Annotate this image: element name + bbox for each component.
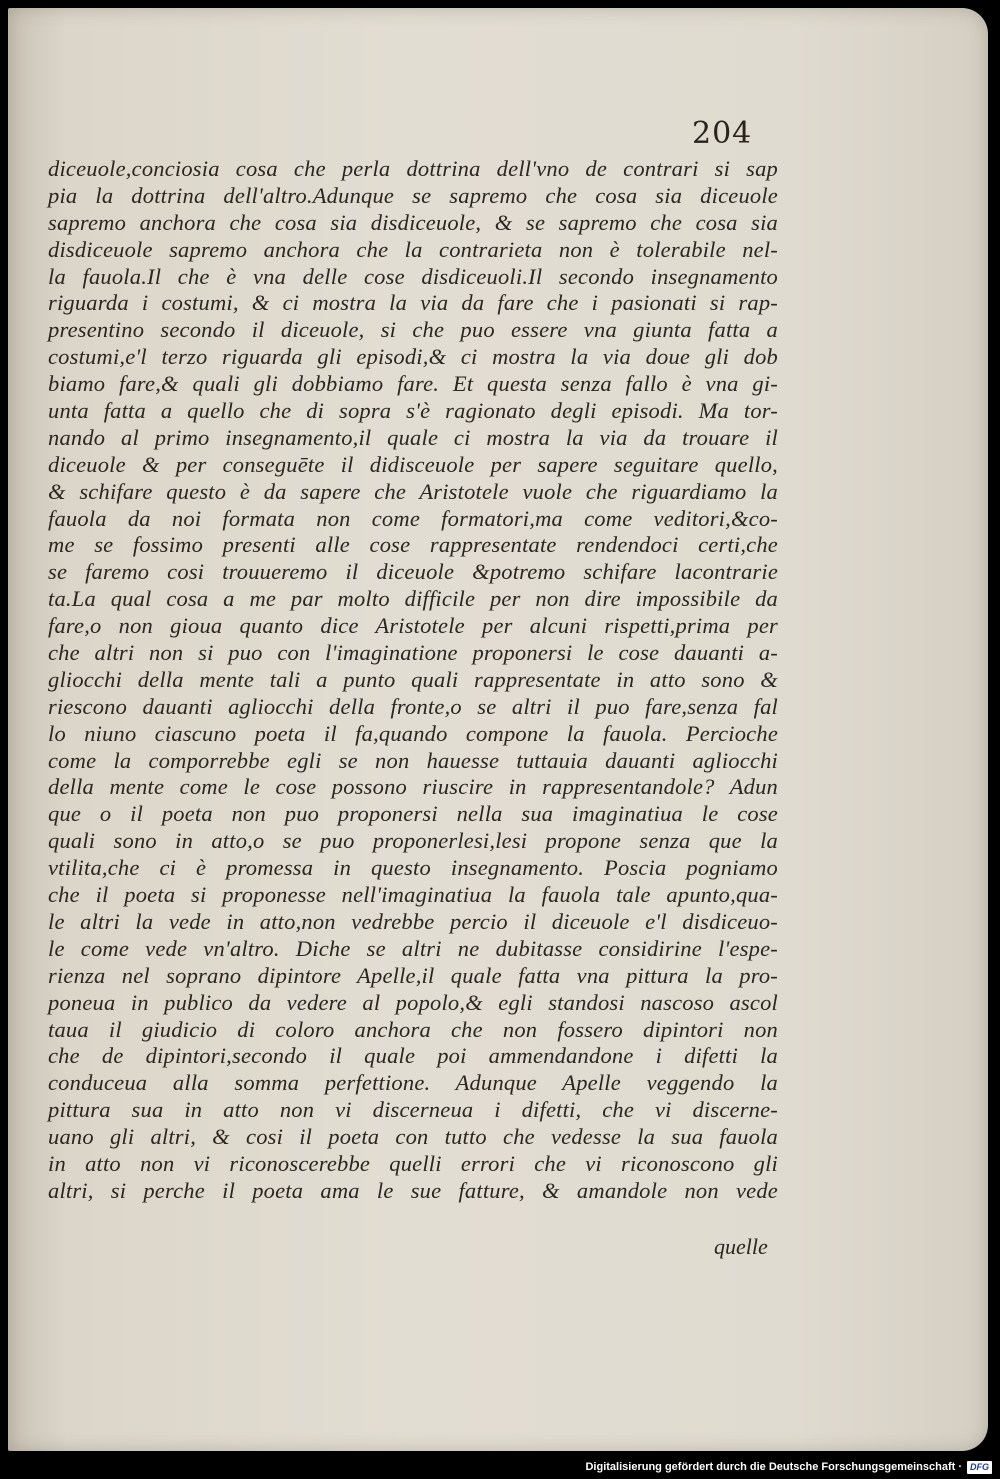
funding-credit: Digitalisierung gefördert durch die Deutsche Forschungsgemeinschaft · — [585, 1461, 962, 1473]
text-line: biamo fare,& quali gli dobbiamo fare. Et questa senza fallo è vna gi- — [48, 371, 778, 397]
page-number: 204 — [692, 116, 753, 151]
text-line: me se fossimo presenti alle cose rappresentate rendendoci certi,che — [48, 532, 778, 558]
text-line: le altri la vede in atto,non vedrebbe percio il diceuole e'l disdiceuo- — [48, 908, 778, 934]
text-line: costumi,e'l terzo riguarda gli episodi,& ci mostra la via doue gli dob — [48, 344, 778, 370]
funding-footer — [585, 1459, 992, 1475]
text-line: gliocchi della mente tali a punto quali rappresentate in atto sono & — [48, 666, 778, 692]
text-line: rienza nel soprano dipintore Apelle,il quale fatta vna pittura la pro- — [48, 962, 778, 988]
text-line: fare,o non gioua quanto dice Aristotele per alcuni rispetti,prima per — [48, 613, 778, 639]
catchword: quelle — [714, 1234, 768, 1259]
text-line: fauola da noi formata non come formatori,ma come veditori,&co- — [48, 505, 778, 531]
text-line: taua il giudicio di coloro anchora che non fossero dipintori non — [48, 1016, 778, 1042]
text-line: che altri non si puo con l'imaginatione proponersi le cose dauanti a- — [48, 640, 778, 666]
text-line: della mente come le cose possono riuscire in rappresentandole? Adun — [48, 774, 778, 800]
text-line: vtilita,che ci è promessa in questo insegnamento. Poscia pogniamo — [48, 855, 778, 881]
book-page — [8, 8, 988, 1451]
text-line: pittura sua in atto non vi discerneua i difetti, che vi discerne- — [48, 1097, 778, 1123]
text-line: sapremo anchora che cosa sia disdiceuole, & se sapremo che cosa sia — [48, 209, 778, 235]
text-line: se faremo cosi trouueremo il diceuole &potremo schifare lacontrarie — [48, 559, 778, 585]
text-line: riescono dauanti agliocchi della fronte,o se altri il puo fare,senza fal — [48, 693, 778, 719]
text-line: uano gli altri, & cosi il poeta con tutto che vedesse la sua fauola — [48, 1124, 778, 1150]
text-line: quali sono in atto,o se puo proponerlesi,lesi propone senza que la — [48, 828, 778, 854]
text-line: pia la dottrina dell'altro.Adunque se sapremo che cosa sia diceuole — [48, 182, 778, 208]
text-line: presentino secondo il diceuole, si che puo essere vna giunta fatta a — [48, 317, 778, 343]
text-line: conduceua alla somma perfettione. Adunque Apelle veggendo la — [48, 1070, 778, 1096]
text-line: diceuole & per conseguēte il didisceuole per sapere seguitare quello, — [48, 451, 778, 477]
text-line: & schifare questo è da sapere che Aristotele vuole che riguardiamo la — [48, 478, 778, 504]
text-line: ta.La qual cosa a me par molto difficile per non dire impossibile da — [48, 586, 778, 612]
text-line: che de dipintori,secondo il quale poi ammendandone i difetti la — [48, 1043, 778, 1069]
text-line: lo niuno ciascuno poeta il fa,quando compone la fauola. Percioche — [48, 720, 778, 746]
text-line: disdiceuole sapremo anchora che la contrarieta non è tolerabile nel- — [48, 236, 778, 262]
text-line: unta fatta a quello che di sopra s'è ragionato degli episodi. Ma tor- — [48, 398, 778, 424]
text-line: nando al primo insegnamento,il quale ci mostra la via da trouare il — [48, 424, 778, 450]
text-line: le come vede vn'altro. Diche se altri ne dubitasse considirine l'espe- — [48, 935, 778, 961]
text-line: diceuole,conciosia cosa che perla dottrina dell'vno de contrari si sap — [48, 156, 778, 181]
text-line: in atto non vi riconoscerebbe quelli errori che vi riconoscono gli — [48, 1150, 778, 1176]
text-line: come la comporrebbe egli se non hauesse tuttauia dauanti agliocchi — [48, 747, 778, 773]
dfg-logo: DFG — [967, 1461, 992, 1474]
text-line: que o il poeta non puo proponersi nella sua imaginatiua le cose — [48, 801, 778, 827]
text-line: poneua in publico da vedere al popolo,& egli standosi nascoso ascol — [48, 989, 778, 1015]
text-line: riguarda i costumi, & ci mostra la via da fare che i pasionati si rap- — [48, 290, 778, 316]
body-text — [48, 156, 778, 1205]
text-line: altri, si perche il poeta ama le sue fatture, & amandole non vede — [48, 1177, 778, 1203]
text-line: che il poeta si proponesse nell'imaginatiua la fauola tale apunto,qua- — [48, 882, 778, 908]
text-line: la fauola.Il che è vna delle cose disdiceuoli.Il secondo insegnamento — [48, 263, 778, 289]
